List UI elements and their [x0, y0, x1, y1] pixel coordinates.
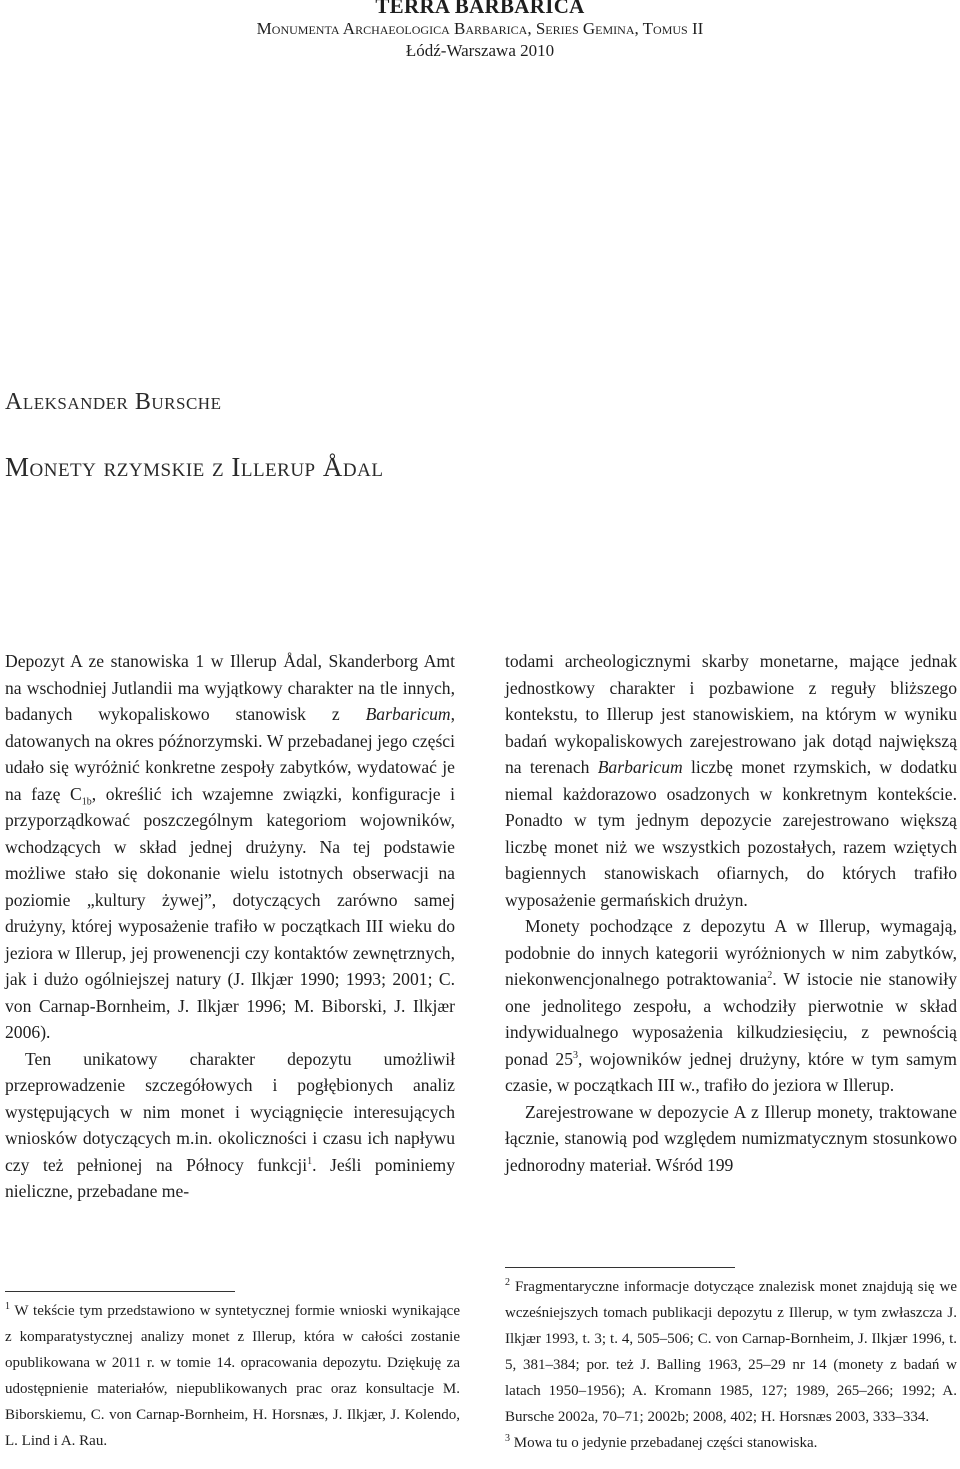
- left-column: [5, 648, 455, 1205]
- author-name: Aleksander Bursche: [5, 389, 222, 415]
- paragraph: Monety pochodzące z depozytu A w Illerup, wymagają, podobnie do innych kategorii wyróżnionych w nim zabytków, niekonwencjonalnego potraktowania$^2$. W istocie nie stanowiły one jednolitego zespołu, a wchodziły pierwotnie w skład indywidualnego wyposażenia kilkudziesięciu, z pewnością ponad $25^3$, wojowników jednej drużyny, które w tym samym czasie, w początkach III w., trafiło do jeziora w Illerup.: [505, 916, 957, 1095]
- paragraph: todami archeologicznymi skarby monetarne, mające jednak jednostkowy charakter i pozbawione z reguły bliższego kontekstu, to Illerup jest stanowiskiem, na którym w wyniku badań wykopaliskowych zarejestrowano jak dotąd największą na terenach Barbaricum liczbę monet rzymskich, w dodatku niemal każdorazowo osadzonych w konkretnym kontekście. Ponadto w tym jednym depozycie zarejestrowano większą liczbę monet niż we wszystkich pozostałych, razem wziętych bagiennych stanowiskach ofiarnych, do których trafiło wyposażenie germańskich drużyn.: [505, 651, 958, 910]
- place-year: Łódź-Warszawa 2010: [405, 41, 555, 60]
- paragraph: Ten unikatowy charakter depozytu umożliwił przeprowadzenie szczegółowych i pogłębionych analiz występujących w nim monet i wyciągnięcie interesujących wniosków dotyczących m.in. okoliczności i czasu ich napływu czy też pełnionej na Północy funkcji$^1$. Jeśli pominiemy nieliczne, przebadane me-: [5, 1048, 455, 1201]
- footnote: $^1$ W tekście tym przedstawiono w syntetycznej formie wnioski wynikające z komparatystycznej analizy monet z Illerup, która w całości zostanie opublikowana w 2011 r. w tomie 14. opracowania depozytu. Dziękuję za udostępnienie materiałów, niepublikowanych prac oraz konsultacje M. Biborskiemu, C. von Carnap-Bornheim, H. Horsnæs, J. Ilkjær, J. Kolendo, L. Lind i A. Rau.: [5, 1301, 460, 1449]
- footnote-ref[interactable]: 1: [307, 1155, 313, 1167]
- article-title: Monety rzymskie z Illerup Ådal: [5, 452, 384, 482]
- footnote-divider: [5, 1291, 235, 1292]
- right-column: [505, 648, 957, 1178]
- footnote-ref[interactable]: 2: [767, 970, 773, 982]
- footnote-ref[interactable]: 3: [573, 1049, 578, 1061]
- footnote: $^3$ Mowa tu o jedynie przebadanej części stanowiska.: [505, 1433, 818, 1451]
- footnote-divider: [505, 1267, 735, 1268]
- paragraph: Zarejestrowane w depozycie A z Illerup monety, traktowane łącznie, stanowią pod względem numizmatycznym stosunkowo jednorodny materiał. Wśród 199: [505, 1101, 957, 1175]
- footnotes-right: [505, 1274, 957, 1456]
- series-subtitle: Monumenta Archaeologica Barbarica, Series Gemina, Tomus II: [256, 19, 704, 38]
- footnote: $^2$ Fragmentaryczne informacje dotyczące znalezisk monet znajdują się we wcześniejszych tomach publikacji depozytu z Illerup, w tym zwłaszcza J. Ilkjær 1993, t. 3; t. 4, 505–506; C. von Carnap-Bornheim, J. Ilkjær 1996, t. 5, 381–384; por. też J. Balling 1963, 25–29 nr 14 (monety z badań w latach 1950–1956); A. Kromann 1985, 127; 1989, 265–266; 1992; A. Bursche 2002a, 70–71; 2002b; 2008, 402; H. Horsnæs 2003, 333–334.: [505, 1277, 957, 1425]
- series-title: TERRA BARBARICA: [375, 0, 585, 18]
- paragraph: Depozyt A ze stanowiska 1 w Illerup Ådal, Skanderborg Amt na wschodniej Jutlandii ma wyjątkowy charakter na tle innych, badanych wykopaliskowo stanowisk z Barbaricum, datowanych na okres późnorzymski. W przebadanej jego części udało się wyróżnić konkretne zespoły zabytków, wydatować je na fazę $C_{1b}$, określić ich wzajemne związki, konfiguracje i przyporządkować poszczególnym kategoriom wojowników, wchodzących w skład jednej drużyny. Na tej podstawie możliwe stało się dokonanie wielu istotnych obserwacji na poziomie „kultury żywej”, dotyczących zarówno samej drużyny, której wyposażenie trafiło w początkach III wieku do jeziora w Illerup, jej prowenencji czy kontaktów zewnętrznych, jak i dużo ogólniejszej natury (J. Ilkjær 1990; 1993; 2001; C. von Carnap-Bornheim, J. Ilkjær 1996; M. Biborski, J. Ilkjær 2006).: [5, 651, 455, 1042]
- footnotes-left: [5, 1298, 460, 1454]
